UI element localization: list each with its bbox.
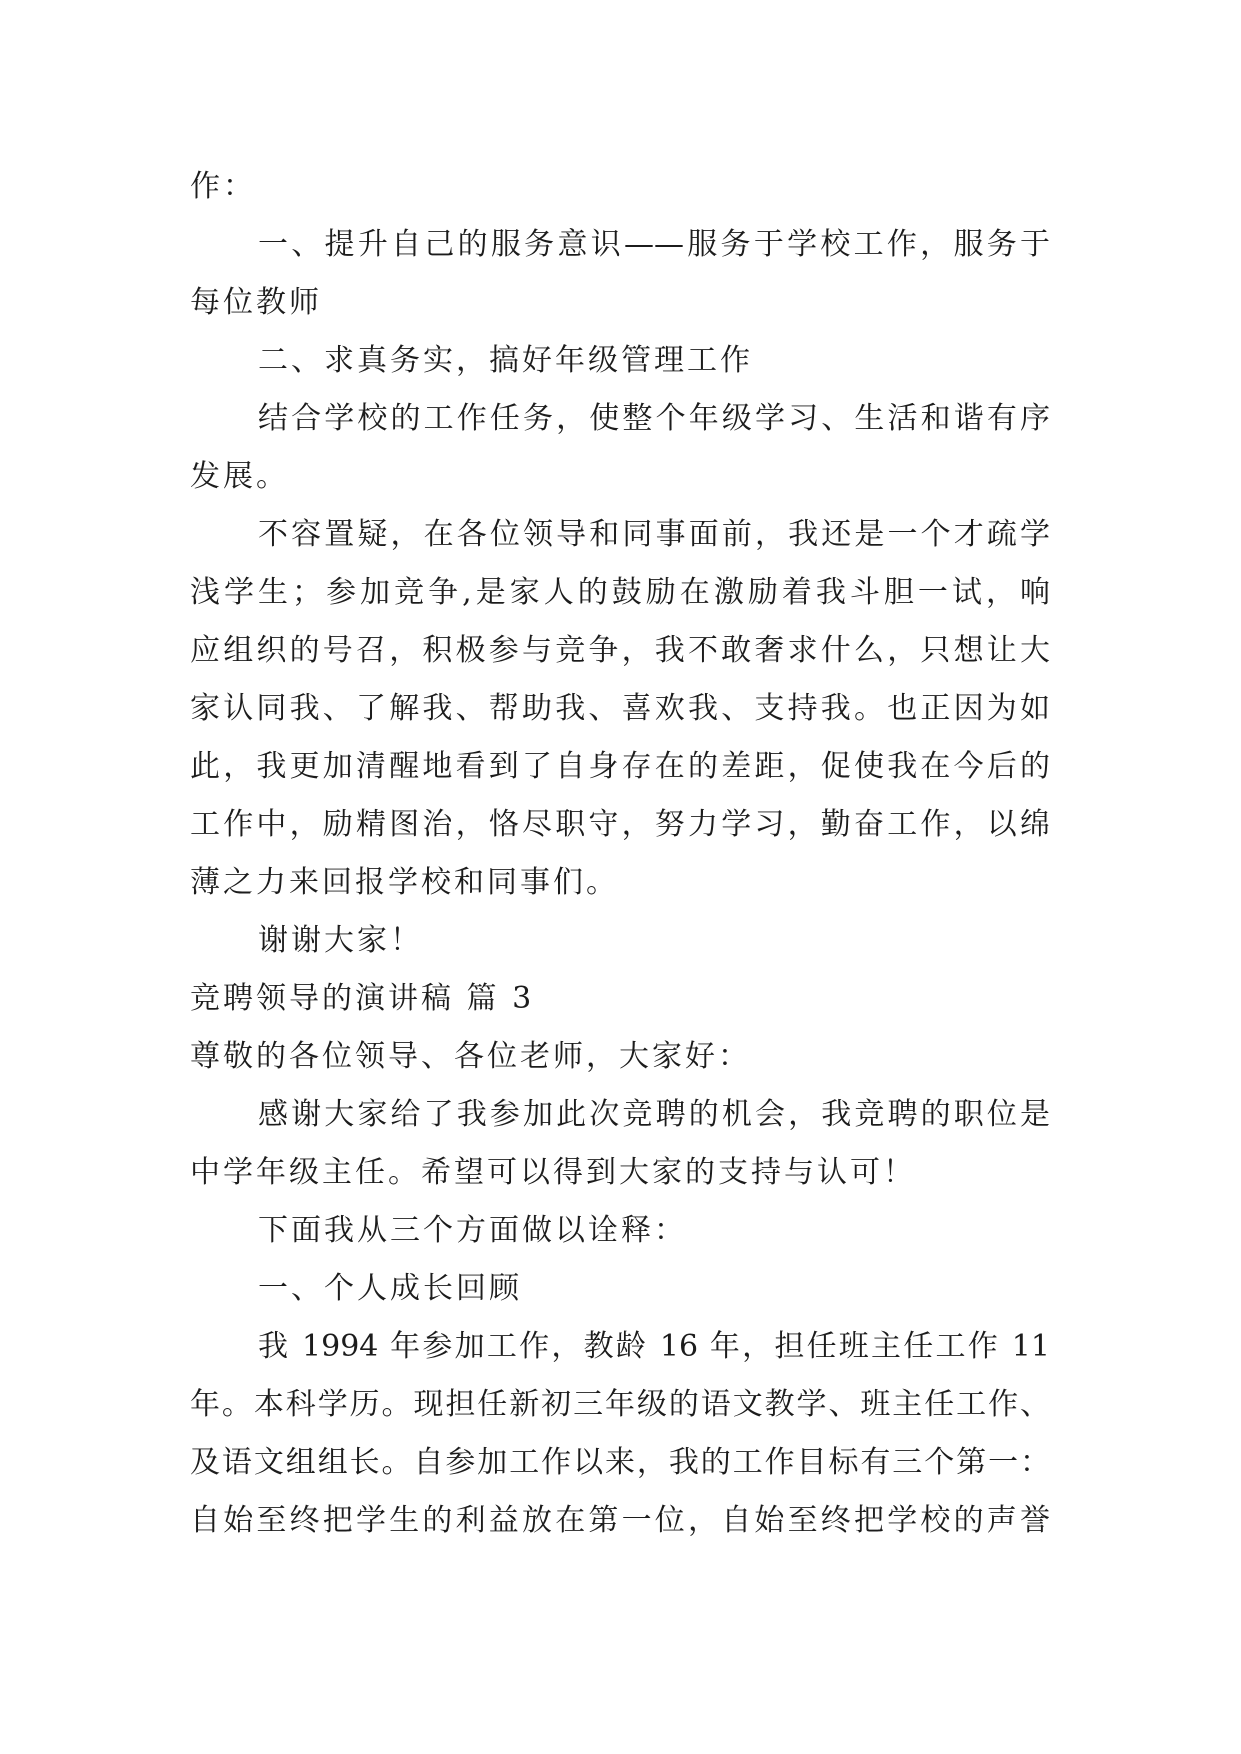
subheading: 一、个人成长回顾 [258,1271,522,1306]
text-line: 作： [190,169,256,204]
text-line: 二、求真务实，搞好年级管理工作 [258,343,753,378]
text-line: 薄之力来回报学校和同事们。 [190,865,619,900]
text-line: 一、提升自己的服务意识——服务于学校工作，服务于 [258,227,1050,262]
section-heading: 竞聘领导的演讲稿 篇 3 [190,981,535,1016]
text-line: 工作中，励精图治，恪尽职守，努力学习，勤奋工作，以绵 [190,807,1050,842]
text-line: 中学年级主任。希望可以得到大家的支持与认可！ [190,1155,916,1190]
text-line: 及语文组组长。自参加工作以来，我的工作目标有三个第一： [190,1445,1050,1480]
text-line: 发展。 [190,459,289,494]
closing-line: 谢谢大家！ [258,923,423,958]
text-line: 浅学生；参加竞争,是家人的鼓励在激励着我斗胆一试，响 [190,575,1050,610]
text-line: 自始至终把学生的利益放在第一位，自始至终把学校的声誉 [190,1503,1050,1538]
text-line: 年。本科学历。现担任新初三年级的语文教学、班主任工作、 [190,1387,1050,1422]
text-line: 每位教师 [190,285,322,320]
text-line: 我 1994 年参加工作，教龄 16 年，担任班主任工作 11 [258,1329,1050,1364]
text-line: 下面我从三个方面做以诠释： [258,1213,687,1248]
text-line: 结合学校的工作任务，使整个年级学习、生活和谐有序 [258,401,1050,436]
text-line: 家认同我、了解我、帮助我、喜欢我、支持我。也正因为如 [190,691,1050,726]
text-line: 不容置疑，在各位领导和同事面前，我还是一个才疏学 [258,517,1050,552]
text-line: 此，我更加清醒地看到了自身存在的差距，促使我在今后的 [190,749,1050,784]
salutation: 尊敬的各位领导、各位老师，大家好： [190,1039,751,1074]
text-line: 应组织的号召，积极参与竞争，我不敢奢求什么，只想让大 [190,633,1050,668]
text-line: 感谢大家给了我参加此次竞聘的机会，我竞聘的职位是 [258,1097,1050,1132]
